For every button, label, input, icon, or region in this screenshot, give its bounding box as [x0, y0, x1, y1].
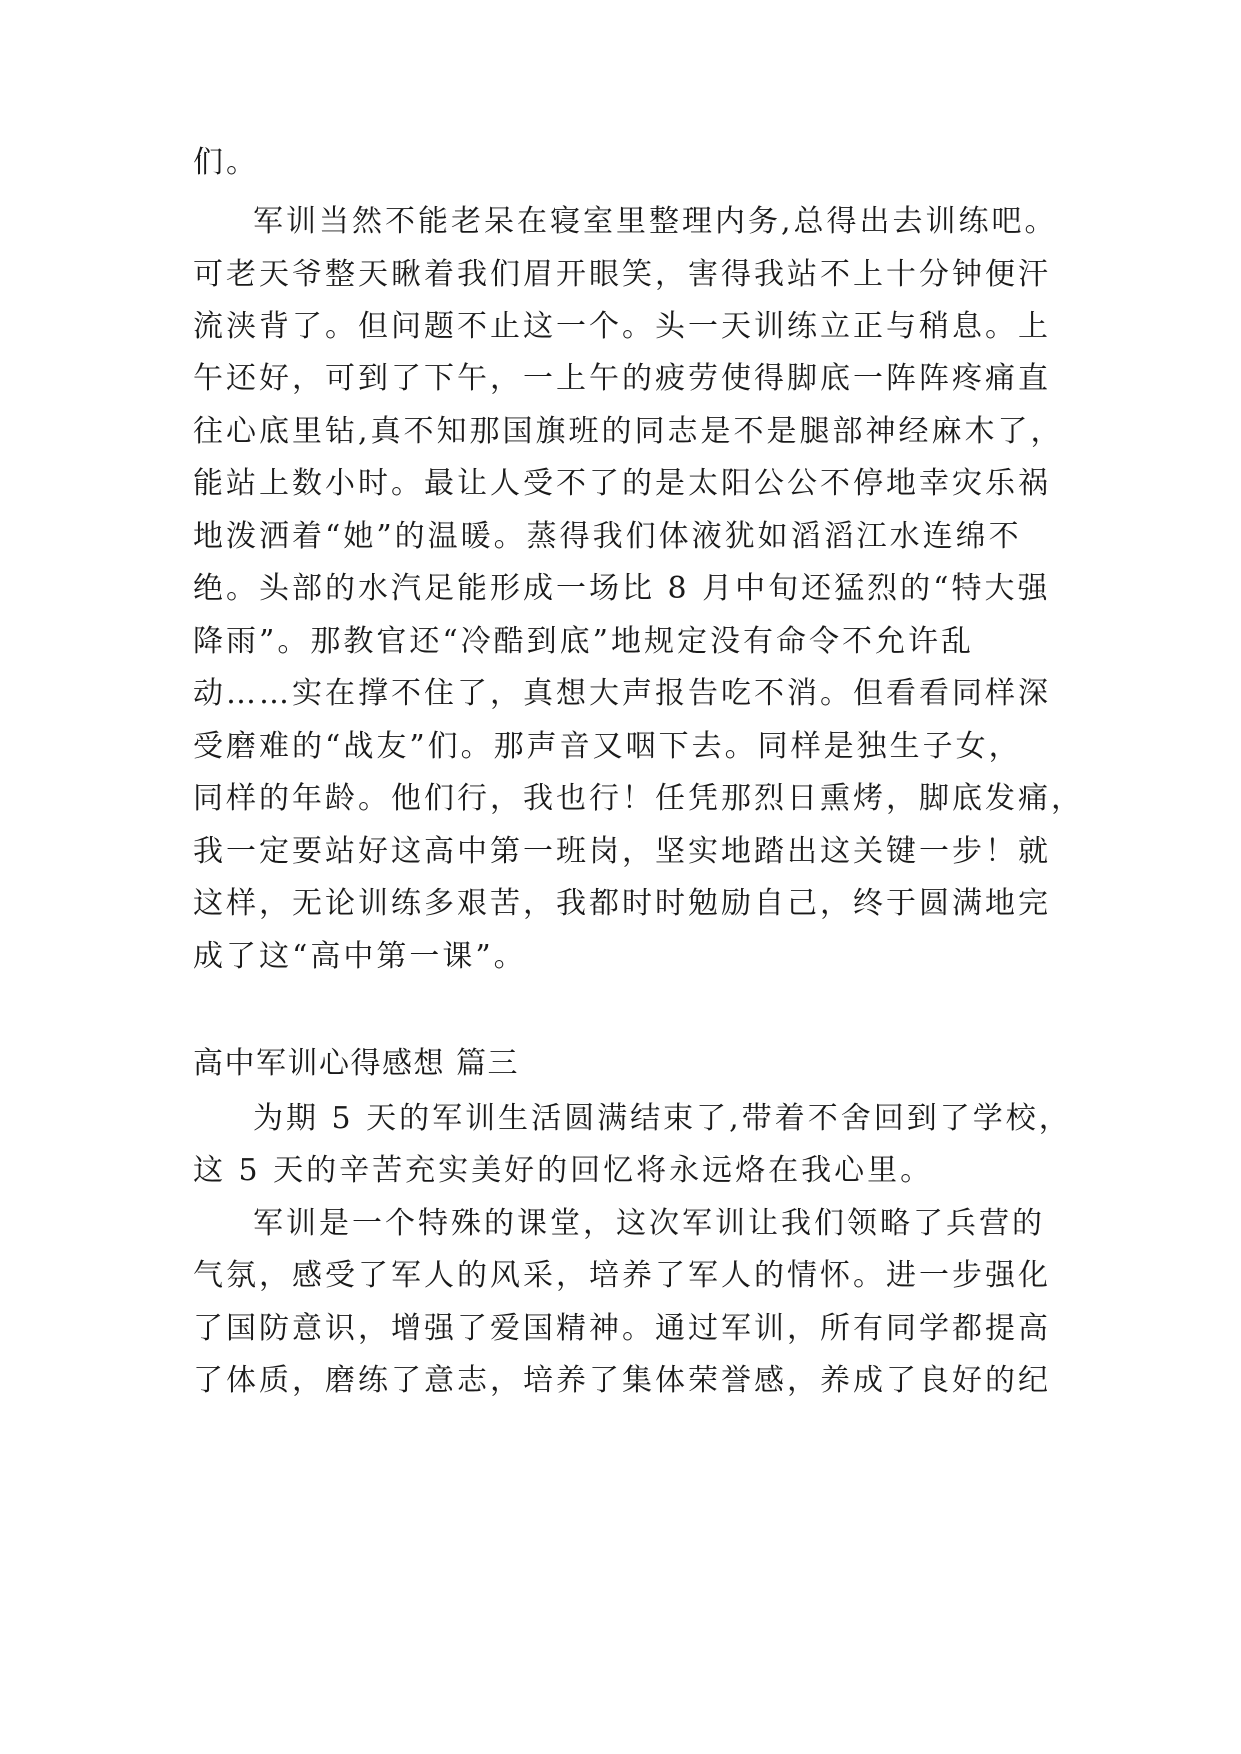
text-line: 午还好，可到了下午，一上午的疲劳使得脚底一阵阵疼痛直 [193, 361, 1051, 396]
text-line: 地泼洒着“她”的温暖。蒸得我们体液犹如滔滔江水连绵不 [193, 519, 1022, 554]
text-line: 这样，无论训练多艰苦，我都时时勉励自己，终于圆满地完 [193, 886, 1051, 921]
paragraph-first-line: 为期 5 天的军训生活圆满结束了,带着不舍回到了学校， [253, 1101, 1072, 1136]
text-line: 了体质，磨练了意志，培养了集体荣誉感，养成了良好的纪 [193, 1363, 1051, 1398]
text-line: 绝。头部的水汽足能形成一场比 8 月中旬还猛烈的“特大强 [193, 571, 1051, 606]
text-line: 这 5 天的辛苦充实美好的回忆将永远烙在我心里。 [193, 1153, 934, 1188]
paragraph-first-line: 军训是一个特殊的课堂，这次军训让我们领略了兵营的 [253, 1206, 1045, 1241]
paragraph-first-line: 军训当然不能老呆在寝室里整理内务,总得出去训练吧。 [253, 204, 1058, 239]
text-line: 流浃背了。但问题不止这一个。头一天训练立正与稍息。上 [193, 309, 1051, 344]
text-line: 动……实在撑不住了，真想大声报告吃不消。但看看同样深 [193, 676, 1051, 711]
text-line: 往心底里钻,真不知那国旗班的同志是不是腿部神经麻木了， [193, 414, 1064, 449]
text-line: 降雨”。那教官还“冷酷到底”地规定没有命令不允许乱 [193, 624, 975, 659]
text-line: 了国防意识，增强了爱国精神。通过军训，所有同学都提高 [193, 1311, 1051, 1346]
text-line: 我一定要站好这高中第一班岗，坚实地踏出这关键一步！就 [193, 834, 1051, 869]
section-heading: 高中军训心得感想 篇三 [193, 1046, 520, 1081]
text-line: 同样的年龄。他们行，我也行！任凭那烈日熏烤，脚底发痛， [193, 781, 1084, 816]
text-line: 受磨难的“战友”们。那声音又咽下去。同样是独生子女， [193, 729, 1022, 764]
text-line: 们。 [193, 145, 259, 180]
text-line: 成了这“高中第一课”。 [193, 939, 527, 974]
text-line: 可老天爷整天瞅着我们眉开眼笑，害得我站不上十分钟便汗 [193, 257, 1051, 292]
text-line: 气氛，感受了军人的风采，培养了军人的情怀。进一步强化 [193, 1258, 1051, 1293]
text-line: 能站上数小时。最让人受不了的是太阳公公不停地幸灾乐祸 [193, 466, 1051, 501]
